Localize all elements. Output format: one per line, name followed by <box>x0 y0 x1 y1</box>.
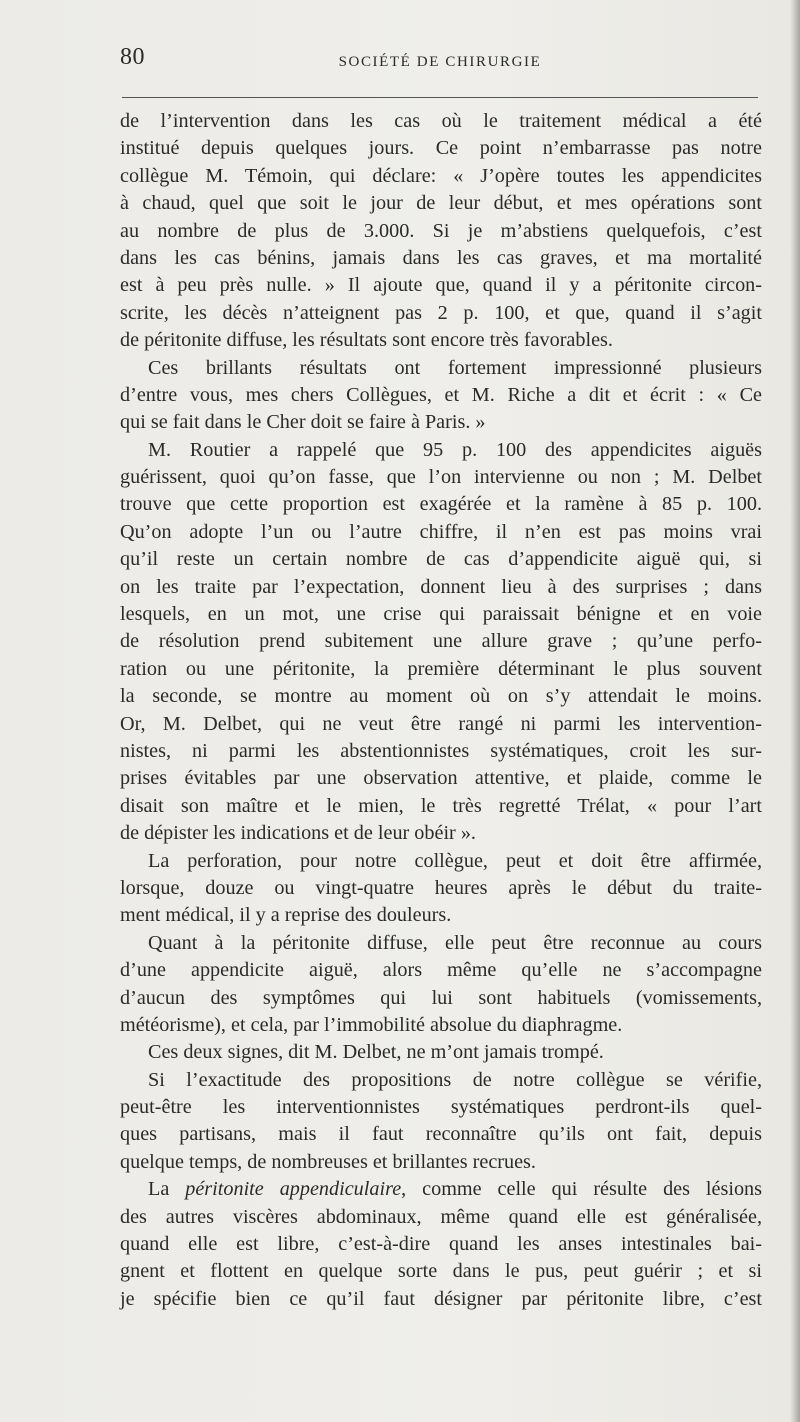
text-line: peut-être les interventionnistes systématiques perdront-ils quel- <box>120 1096 762 1119</box>
text-line: de l’intervention dans les cas où le traitement médical a été <box>120 110 762 132</box>
text-line: quand elle est libre, c’est-à-dire quand les anses intestinales bai- <box>120 1233 762 1256</box>
text-line: qui se fait dans le Cher doit se faire à Paris. » <box>120 411 486 434</box>
text-line: institué depuis quelques jours. Ce point n’embarrasse pas notre <box>120 137 762 160</box>
text-line: d’entre vous, mes chers Collègues, et M. Riche a dit et écrit : « Ce <box>120 383 762 406</box>
text-line: au nombre de plus de 3.000. Si je m’abstiens quelquefois, c’est <box>120 219 762 242</box>
text-line: d’une appendicite aiguë, alors même qu’elle ne s’accompagne <box>120 959 762 982</box>
text-line: de péritonite diffuse, les résultats sont encore très favorables. <box>120 329 613 352</box>
text-line: on les traite par l’expectation, donnent lieu à des surprises ; dans <box>120 575 762 598</box>
running-title: SOCIÉTÉ DE CHIRURGIE <box>338 54 542 70</box>
text-line: trouve que cette proportion est exagérée et la ramène à 85 p. 100. <box>120 493 762 516</box>
text-line: est à peu près nulle. » Il ajoute que, quand il y a péritonite circon- <box>120 274 762 297</box>
text-line: ration ou une péritonite, la première déterminant le plus souvent <box>120 657 762 680</box>
text-line: prises évitables par une observation attentive, et plaide, comme le <box>120 767 762 790</box>
text-line: qu’il reste un certain nombre de cas d’appendicite aiguë qui, si <box>120 548 762 571</box>
italic-phrase: péritonite appendiculaire <box>185 1178 402 1201</box>
text-line: Qu’on adopte l’un ou l’autre chiffre, il n’en est pas moins vrai <box>120 520 762 543</box>
text-line: de résolution prend subitement une allure grave ; qu’une perfo- <box>120 630 762 653</box>
text-line: ment médical, il y a reprise des douleurs. <box>120 904 452 927</box>
text-line: Or, M. Delbet, qui ne veut être rangé ni parmi les intervention- <box>120 712 762 735</box>
text-line: de dépister les indications et de leur obéir ». <box>120 822 476 845</box>
text-line: Ces brillants résultats ont fortement impressionné plusieurs <box>148 356 762 379</box>
text-line: lorsque, douze ou vingt-quatre heures après le début du traite- <box>120 876 762 899</box>
text-segment: La <box>148 1178 186 1201</box>
text-line: météorisme), et cela, par l’immobilité absolue du diaphragme. <box>120 1013 623 1036</box>
text-line: à chaud, quel que soit le jour de leur début, et mes opérations sont <box>120 192 762 215</box>
text-line: disait son maître et le mien, le très regretté Trélat, « pour l’art <box>120 794 762 817</box>
text-line: Quant à la péritonite diffuse, elle peut être reconnue au cours <box>148 931 762 954</box>
text-line: guérissent, quoi qu’on fasse, que l’on intervienne ou non ; M. Delbet <box>120 466 762 489</box>
text-line: ques partisans, mais il faut reconnaître qu’ils ont fait, depuis <box>120 1123 762 1146</box>
text-line: lesquels, en un mot, une crise qui paraissait bénigne et en voie <box>120 603 762 626</box>
text-line: je spécifie bien ce qu’il faut désigner par péritonite libre, c’est <box>120 1287 762 1310</box>
text-line: la seconde, se montre au moment où on s’y attendait le moins. <box>120 685 762 708</box>
text-line: des autres viscères abdominaux, même quand elle est généralisée, <box>120 1205 762 1228</box>
text-line: quelque temps, de nombreuses et brillantes recrues. <box>120 1150 536 1173</box>
text-line: Ces deux signes, dit M. Delbet, ne m’ont jamais trompé. <box>148 1041 604 1064</box>
text-line: nistes, ni parmi les abstentionnistes systématiques, croit les sur- <box>120 739 762 762</box>
header-rule <box>122 97 758 98</box>
page-number: 80 <box>120 44 145 70</box>
text-line: M. Routier a rappelé que 95 p. 100 des appendicites aiguës <box>148 438 762 461</box>
text-line <box>120 1176 762 1203</box>
text-line: La perforation, pour notre collègue, peut et doit être affirmée, <box>148 849 762 872</box>
text-line: gnent et flottent en quelque sorte dans le pus, peut guérir ; et si <box>120 1260 762 1283</box>
text-line: d’aucun des symptômes qui lui sont habituels (vomissements, <box>120 986 762 1009</box>
body-text <box>120 108 762 1313</box>
page-edge-shadow <box>790 0 800 1422</box>
text-line: collègue M. Témoin, qui déclare: « J’opère toutes les appendicites <box>120 164 762 187</box>
text-line: Si l’exactitude des propositions de notre collègue se vérifie, <box>148 1068 762 1091</box>
text-line: scrite, les décès n’atteignent pas 2 p. 100, et que, quand il s’agit <box>120 301 762 324</box>
text-segment: , comme celle qui résulte des lésions <box>401 1178 763 1201</box>
text-line: dans les cas bénins, jamais dans les cas graves, et ma mortalité <box>120 246 762 269</box>
page-header <box>120 44 760 84</box>
